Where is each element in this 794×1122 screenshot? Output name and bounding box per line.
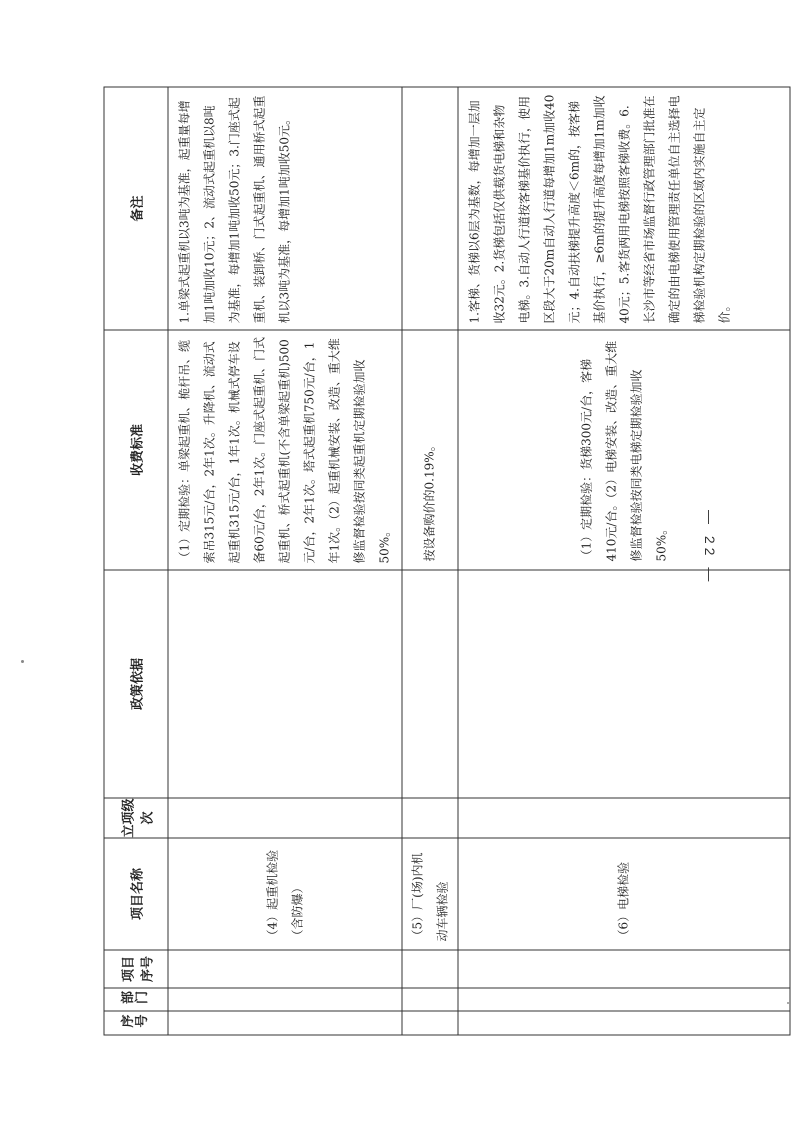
cell-level [168, 798, 402, 838]
header-item-no: 项目序号 [104, 950, 168, 988]
scan-speck [21, 660, 24, 663]
table-row [458, 87, 790, 1035]
cell-policy [168, 570, 402, 798]
rotated-table-container [104, 88, 791, 1036]
cell-policy [458, 570, 790, 798]
cell-item-name: （4）起重机检验（含防爆） [168, 838, 402, 950]
page-number: — 22 — [702, 510, 718, 586]
cell-item-no [168, 950, 402, 988]
header-seq: 序号 [104, 1011, 168, 1035]
cell-seq [168, 1011, 402, 1035]
cell-standard: 按设备购价的0.19%。 [402, 330, 458, 570]
fee-table [104, 87, 791, 1036]
header-policy: 政策依据 [104, 570, 168, 798]
header-note: 备注 [104, 87, 168, 330]
cell-policy [402, 570, 458, 798]
table-header-row [104, 87, 168, 1035]
cell-seq [402, 1011, 458, 1035]
header-dept: 部门 [104, 988, 168, 1011]
cell-note: 1.单梁式起重机以3吨为基准，起重量每增加1吨加收10元；2、流动式起重机以8吨为基准，每增加1吨加收50元；3.门座式起重机、装卸桥、门式起重机、通用桥式起重机以3吨为基准，每增加1吨加收50元。 [168, 87, 402, 330]
cell-item-name: （5）厂(场)内机动车辆检验 [402, 838, 458, 950]
header-item-name: 项目名称 [104, 838, 168, 950]
cell-note: 1.客梯、货梯以6层为基数，每增加一层加收32元。2.货梯包括仅供载货电梯和杂物电梯。3.自动人行道按客梯基价执行，使用区段大于20m自动人行道每增加1m加收40元；4.自动扶梯提升高度＜6m的，按客梯基价执行，≥6m的提升高度每增加1m加收40元；5.客货两用电梯按照客梯收费。6.长沙市等经省市场监督行政管理部门批准在确定的由电梯使用管理责任单位自主选择电梯检验机构定期检验的区域内实施自主定价。 [458, 87, 790, 330]
header-level: 立项级次 [104, 798, 168, 838]
table-row [402, 87, 458, 1035]
cell-seq [458, 1011, 790, 1035]
cell-dept [402, 988, 458, 1011]
cell-level [402, 798, 458, 838]
cell-item-no [402, 950, 458, 988]
header-standard: 收费标准 [104, 330, 168, 570]
cell-dept [458, 988, 790, 1011]
cell-item-name: （6）电梯检验 [458, 838, 790, 950]
cell-standard: （1）定期检验：单梁起重机、桅杆吊、缆索吊315元/台，2年1次。升降机、流动式起重机315元/台，1年1次。机械式停车设备60元/台，2年1次。门座式起重机、门式起重机、桥式起重机(不含单梁起重机)500元/台，2年1次。塔式起重机750元/台，1年1次。（2）起重机械安装、改造、重大维修监督检验按同类起重机定期检验加收50%。 [168, 330, 402, 570]
cell-dept [168, 988, 402, 1011]
cell-standard: （1）定期检验：货梯300元/台，客梯410元/台。（2）电梯安装、改造、重大维修监督检验按同类电梯定期检验加收50%。 [458, 330, 790, 570]
cell-note [402, 87, 458, 330]
cell-level [458, 798, 790, 838]
cell-item-no [458, 950, 790, 988]
table-row [168, 87, 402, 1035]
